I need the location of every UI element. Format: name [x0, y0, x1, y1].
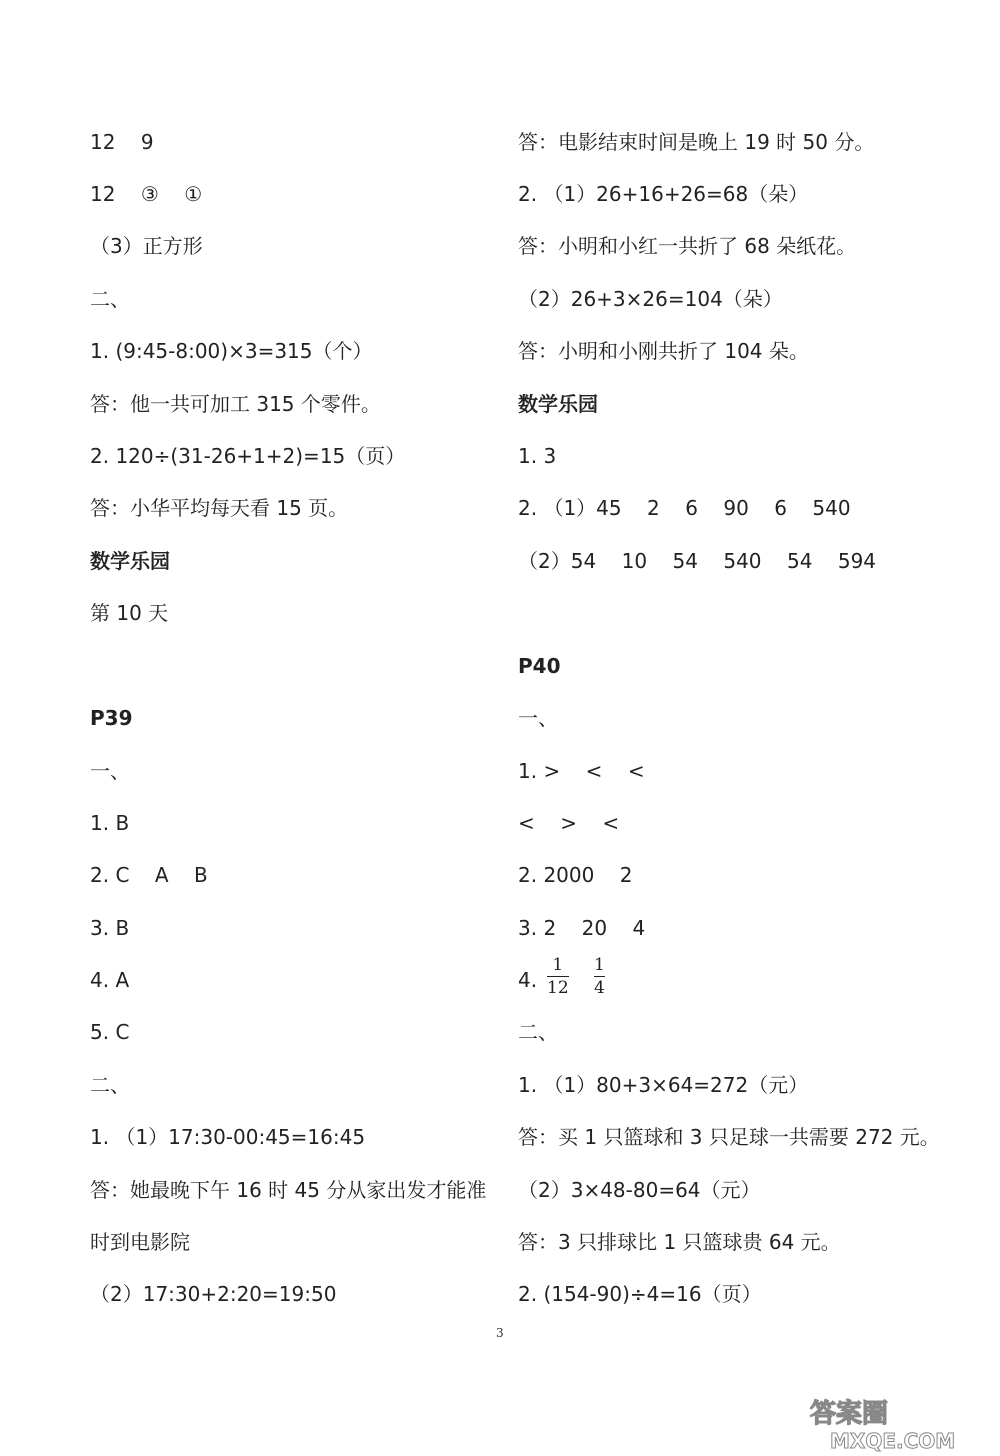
answer-line: 4. A: [90, 968, 130, 992]
fraction-one-twelfth: [547, 956, 569, 997]
answer-line: 5. C: [90, 1020, 130, 1044]
answer-line: 1. > < <: [518, 759, 645, 783]
answer-line: 答：买 1 只篮球和 3 只足球一共需要 272 元。: [518, 1125, 940, 1149]
answer-line: 答：电影结束时间是晚上 19 时 50 分。: [518, 130, 875, 154]
fraction-numerator: 1: [594, 955, 605, 975]
answer-line: 12 ③ ①: [90, 182, 203, 206]
answer-line: 2. C A B: [90, 863, 208, 887]
answer-line-prefix: 4.: [518, 968, 538, 992]
section-label: 二、: [518, 1020, 558, 1044]
answer-line: （2）54 10 54 540 54 594: [518, 549, 877, 573]
answer-line: （2）17:30+2:20=19:50: [90, 1282, 337, 1306]
section-label: 一、: [518, 706, 558, 730]
answer-line: 1. （1）80+3×64=272（元）: [518, 1073, 809, 1097]
section-heading: 数学乐园: [90, 549, 170, 573]
answer-line: 1. 3: [518, 444, 557, 468]
answer-line: 3. 2 20 4: [518, 916, 646, 940]
answer-line: 2. 2000 2: [518, 863, 633, 887]
answer-line: 答：他一共可加工 315 个零件。: [90, 392, 381, 416]
answer-line: 1. (9:45-8:00)×3=315（个）: [90, 339, 373, 363]
answer-line: 1. （1）17:30-00:45=16:45: [90, 1125, 366, 1149]
section-label: 二、: [90, 287, 130, 311]
answer-line: < > <: [518, 811, 620, 835]
site-watermark-logo: [800, 1392, 990, 1452]
answer-line: 第 10 天: [90, 601, 169, 625]
answer-line: 12 9: [90, 130, 154, 154]
fraction-bar: [594, 976, 605, 977]
answer-line: 1. B: [90, 811, 130, 835]
fraction-bar: [547, 976, 569, 977]
answer-line: 答：她最晚下午 16 时 45 分从家出发才能准: [90, 1178, 487, 1202]
section-label: 一、: [90, 759, 130, 783]
answer-line: 答：小明和小刚共折了 104 朵。: [518, 339, 809, 363]
answer-line: 答：小明和小红一共折了 68 朵纸花。: [518, 234, 857, 258]
page-number: 3: [496, 1326, 504, 1340]
fraction-denominator: 4: [594, 978, 605, 998]
fraction-denominator: 12: [547, 978, 569, 998]
answer-line: 答：小华平均每天看 15 页。: [90, 496, 349, 520]
page-heading-p39: P39: [90, 706, 133, 730]
answer-line: （2）3×48-80=64（元）: [518, 1178, 761, 1202]
section-heading: 数学乐园: [518, 392, 598, 416]
answer-line: 2. (154-90)÷4=16（页）: [518, 1282, 762, 1306]
page-heading-p40: P40: [518, 654, 561, 678]
fraction-numerator: 1: [552, 955, 564, 975]
fraction-one-quarter: [594, 956, 605, 997]
answer-line: 2. （1）45 2 6 90 6 540: [518, 496, 851, 520]
watermark-text-top: 答案圈: [810, 1399, 889, 1429]
section-label: 二、: [90, 1073, 130, 1097]
answer-line: 3. B: [90, 916, 130, 940]
answer-line: （3）正方形: [90, 234, 203, 258]
answer-line: 时到电影院: [90, 1230, 190, 1254]
answer-line: 2. 120÷(31-26+1+2)=15（页）: [90, 444, 406, 468]
answer-line: 答：3 只排球比 1 只篮球贵 64 元。: [518, 1230, 841, 1254]
answer-line: （2）26+3×26=104（朵）: [518, 287, 783, 311]
watermark-text-bottom: MXQE.COM: [830, 1429, 956, 1452]
answer-line: 2. （1）26+16+26=68（朵）: [518, 182, 809, 206]
